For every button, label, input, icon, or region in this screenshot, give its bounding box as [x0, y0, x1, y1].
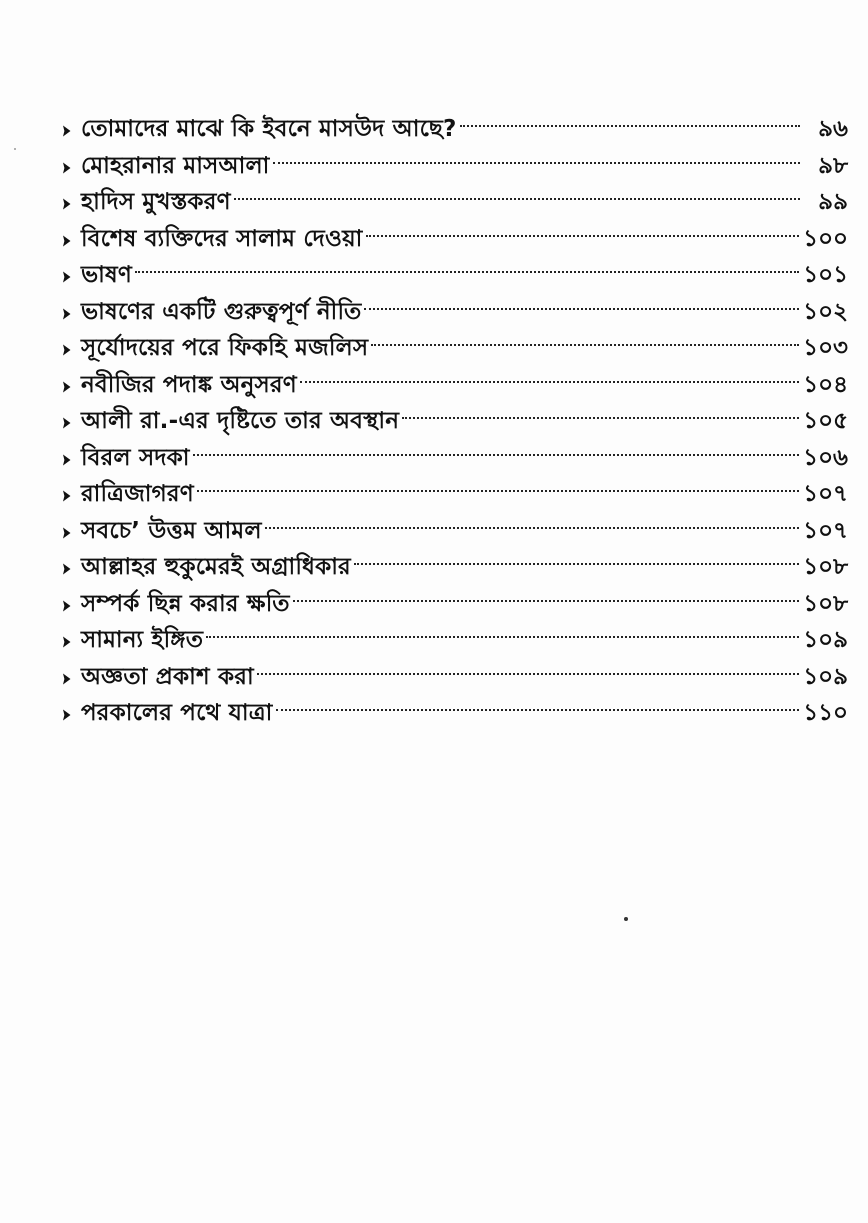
dot-leader — [197, 490, 799, 492]
dot-leader — [354, 563, 799, 565]
dot-leader — [193, 454, 800, 456]
dot-leader — [402, 417, 799, 419]
toc-entry-page-number: ১০৭ — [803, 481, 848, 507]
toc-entry-title: বিশেষ ব্যক্তিদের সালাম দেওয়া — [81, 225, 363, 252]
arrow-bullet-icon — [62, 709, 71, 721]
toc-entry-title: রাত্রিজাগরণ — [81, 481, 194, 507]
dot-leader — [257, 673, 799, 675]
arrow-bullet-icon — [62, 381, 71, 393]
toc-entry-title: অজ্ঞতা প্রকাশ করা — [81, 663, 254, 690]
arrow-bullet-icon — [62, 198, 71, 210]
arrow-bullet-icon — [62, 454, 71, 466]
dot-leader — [273, 162, 800, 164]
toc-entry-page-number: ১০৯ — [803, 663, 848, 690]
toc-entry — [62, 330, 848, 367]
arrow-bullet-icon — [62, 636, 71, 648]
print-speck — [14, 148, 16, 150]
arrow-bullet-icon — [62, 271, 71, 283]
arrow-bullet-icon — [62, 235, 71, 247]
toc-entry — [62, 403, 848, 440]
toc-entry-page-number: ১০৬ — [803, 444, 848, 471]
dot-leader — [135, 271, 799, 273]
toc-entry-title: ভাষণ — [81, 262, 132, 288]
dot-leader — [366, 235, 800, 237]
toc-entry — [62, 221, 848, 258]
toc-entry-page-number: ১০৮ — [803, 554, 848, 580]
dot-leader — [293, 600, 799, 602]
dot-leader — [265, 527, 799, 529]
toc-entry-page-number: ৯৬ — [818, 116, 848, 142]
toc-entry — [62, 367, 848, 404]
toc-entry-page-number: ১০৫ — [803, 408, 848, 434]
toc-entry-page-number: ১০৮ — [803, 590, 848, 617]
toc-entry-page-number: ১০৯ — [803, 627, 848, 653]
toc-entry-title: আল্লাহর হুকুমেরই অগ্রাধিকার — [81, 554, 351, 580]
dot-leader — [371, 344, 799, 346]
toc-entry — [62, 695, 848, 732]
toc-entry-title: বিরল সদকা — [81, 444, 190, 471]
dot-leader — [276, 709, 800, 711]
toc-entry-page-number: ৯৯ — [818, 189, 848, 215]
toc-entry-title: সূর্যোদয়ের পরে ফিকহি মজলিস — [81, 335, 369, 361]
toc-entry-title: হাদিস মুখস্তকরণ — [81, 189, 231, 215]
toc-entry-title: সবচে’ উত্তম আমল — [81, 517, 262, 544]
arrow-bullet-icon — [62, 344, 71, 356]
toc-entry — [62, 294, 848, 331]
toc-entry — [62, 440, 848, 477]
dot-leader — [364, 308, 799, 310]
toc-entry — [62, 622, 848, 659]
toc-entry-page-number: ১০২ — [803, 298, 848, 325]
toc-entry-title: সামান্য ইঙ্গিত — [81, 627, 204, 653]
toc-entry — [62, 184, 848, 221]
toc-entry-page-number: ১০৩ — [803, 335, 848, 361]
toc-entry — [62, 257, 848, 294]
arrow-bullet-icon — [62, 162, 71, 174]
arrow-bullet-icon — [62, 125, 71, 137]
arrow-bullet-icon — [62, 563, 71, 575]
toc-entry — [62, 586, 848, 623]
toc-entry — [62, 111, 848, 148]
arrow-bullet-icon — [62, 673, 71, 685]
arrow-bullet-icon — [62, 527, 71, 539]
print-speck — [624, 917, 628, 921]
toc-entry-page-number: ১০১ — [803, 262, 848, 288]
toc-entry — [62, 659, 848, 696]
dot-leader — [460, 125, 800, 127]
toc-entry-title: আলী রা.-এর দৃষ্টিতে তার অবস্থান — [81, 408, 400, 434]
toc-entry-page-number: ১০০ — [803, 225, 848, 252]
toc-entry-page-number: ৯৮ — [818, 152, 848, 179]
toc-entry-title: তোমাদের মাঝে কি ইবনে মাসউদ আছে? — [81, 116, 457, 142]
toc-entry — [62, 148, 848, 185]
toc-entry — [62, 476, 848, 513]
toc-entry-title: মোহরানার মাসআলা — [81, 152, 270, 179]
toc-entry-page-number: ১১০ — [803, 700, 848, 726]
toc-entry-title: নবীজির পদাঙ্ক অনুসরণ — [81, 371, 297, 398]
dot-leader — [300, 381, 799, 383]
dot-leader — [234, 198, 800, 200]
table-of-contents — [62, 111, 848, 732]
toc-entry — [62, 549, 848, 586]
toc-entry-title: পরকালের পথে যাত্রা — [81, 700, 273, 726]
toc-entry-title: সম্পর্ক ছিন্ন করার ক্ষতি — [81, 590, 290, 617]
toc-entry-title: ভাষণের একটি গুরুত্বপূর্ণ নীতি — [81, 298, 362, 325]
arrow-bullet-icon — [62, 490, 71, 502]
toc-entry-page-number: ১০৭ — [803, 517, 848, 544]
toc-entry — [62, 513, 848, 550]
arrow-bullet-icon — [62, 600, 71, 612]
dot-leader — [206, 636, 799, 638]
toc-entry-page-number: ১০৪ — [803, 371, 848, 398]
arrow-bullet-icon — [62, 308, 71, 320]
arrow-bullet-icon — [62, 417, 71, 429]
